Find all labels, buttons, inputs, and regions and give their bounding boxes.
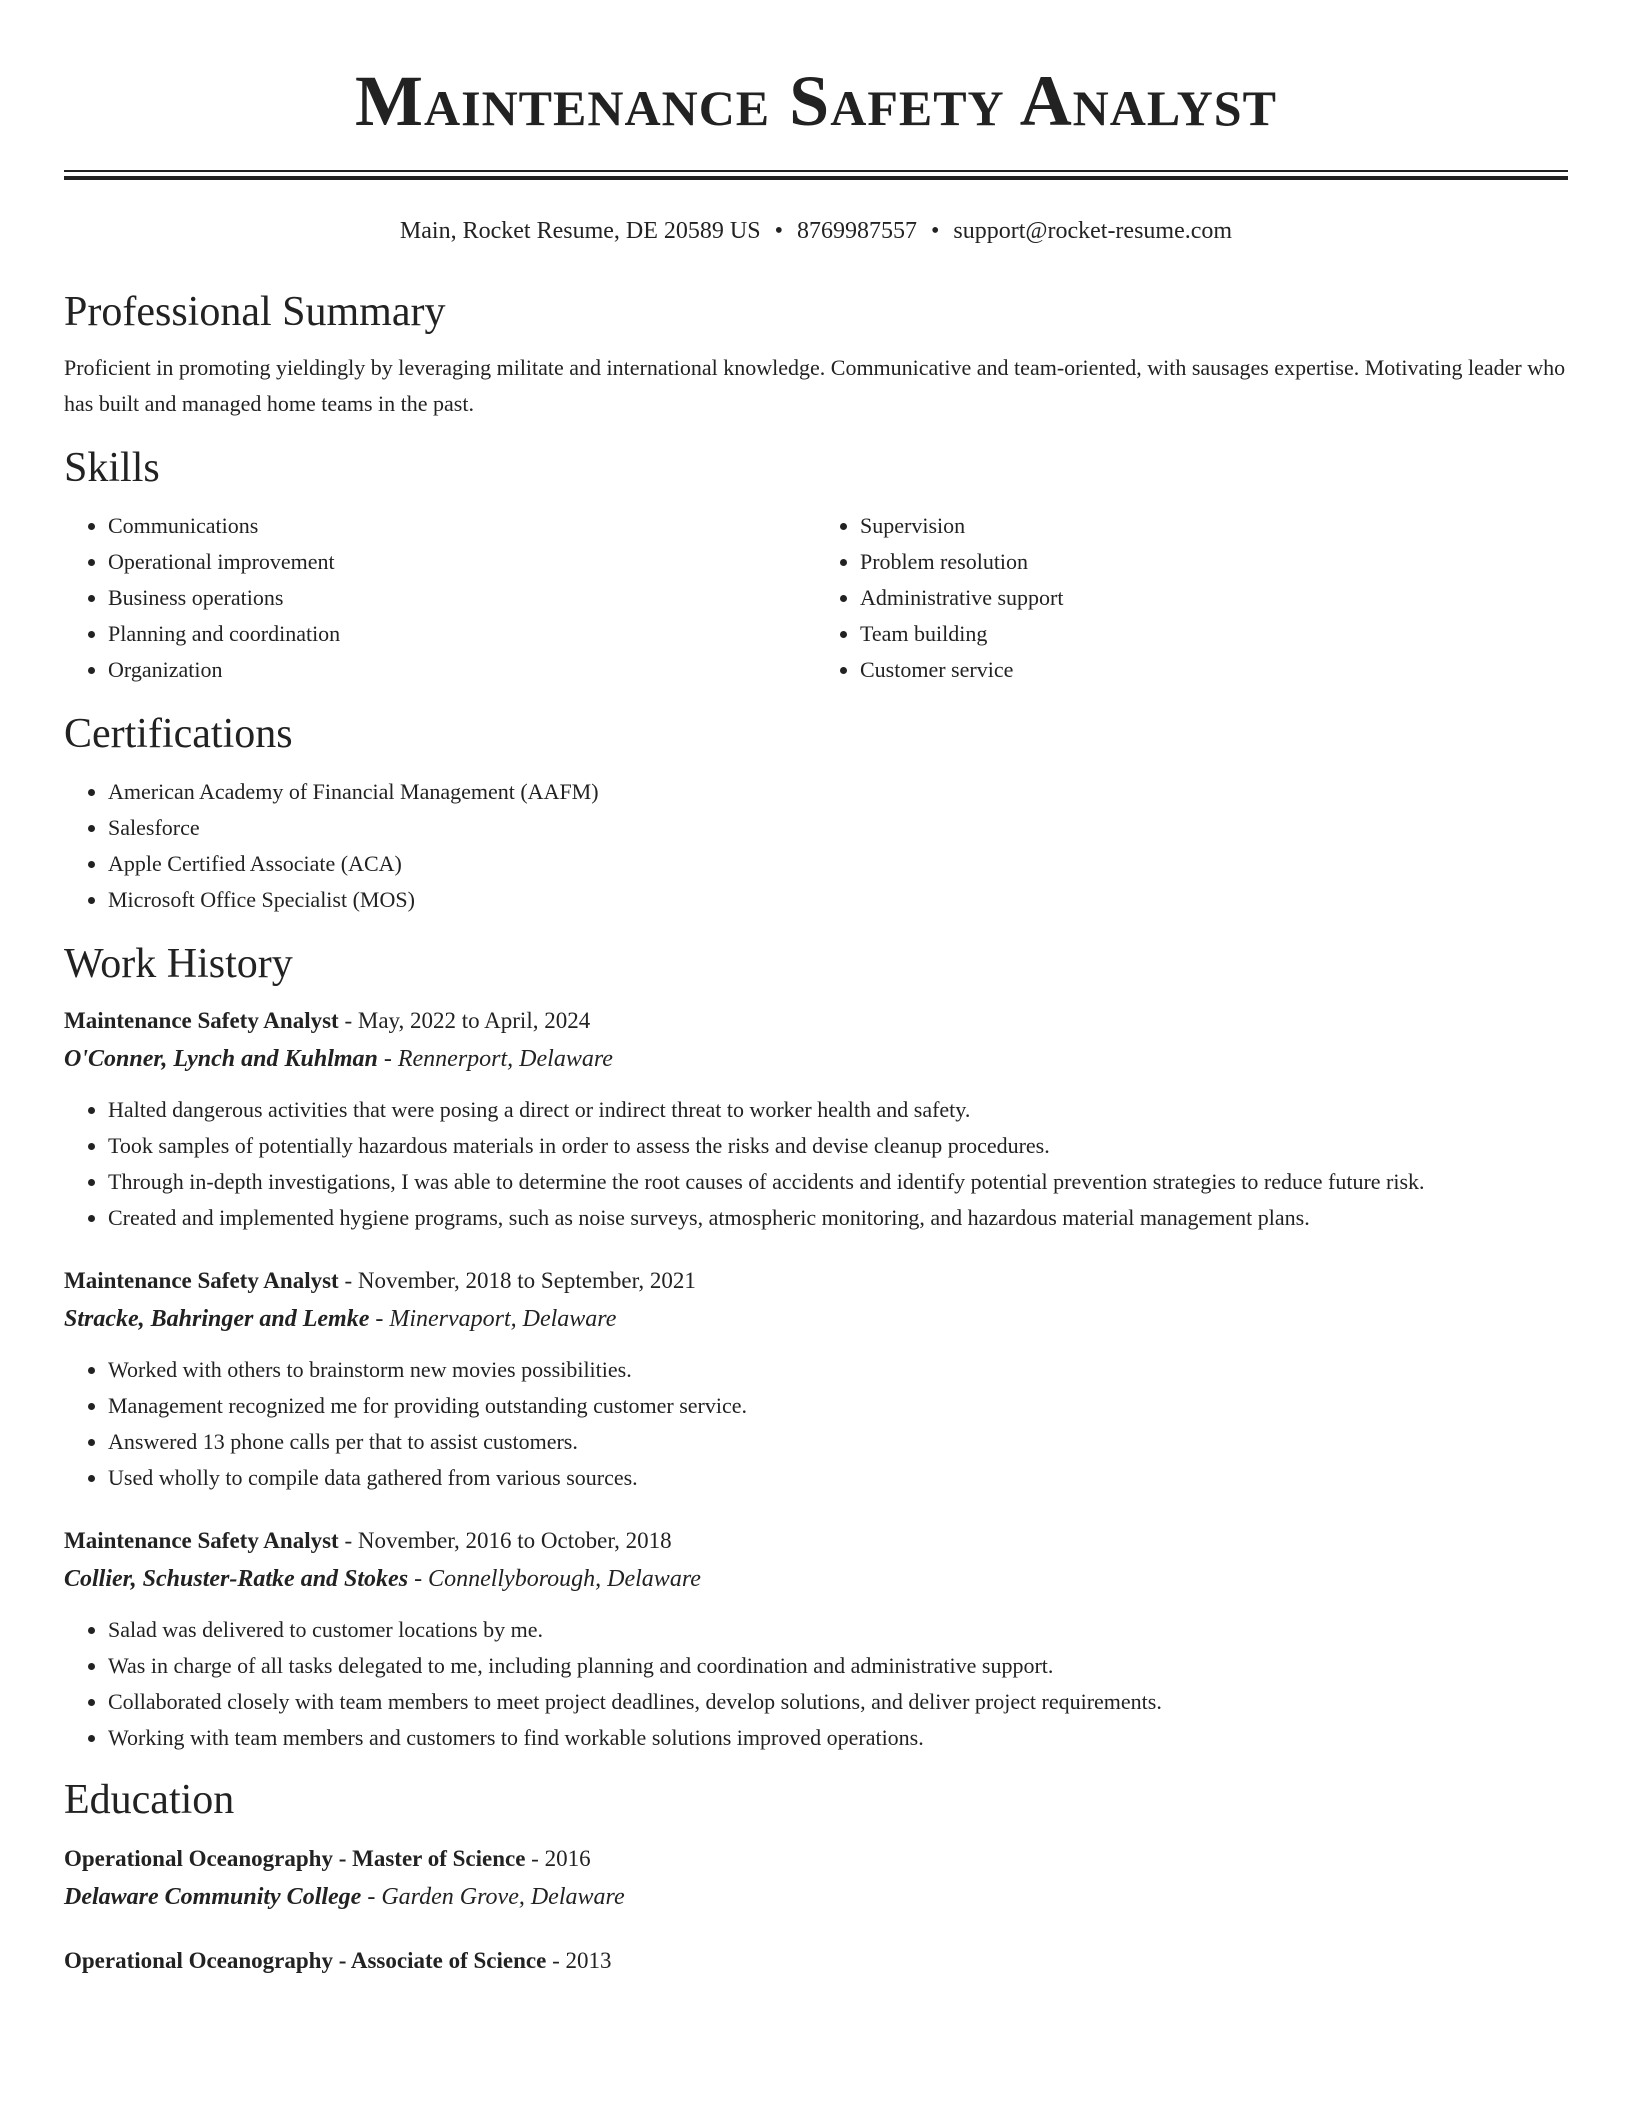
skills-list-right [816, 508, 1568, 688]
job-title-line [64, 1522, 1568, 1560]
skill-item: • Administrative support [860, 580, 1568, 616]
job-bullet: • Management recognized me for providing outstanding customer service. [108, 1388, 1568, 1424]
job-location: - Minervaport, Delaware [369, 1306, 617, 1332]
job-bullet: • Working with team members and customers to find workable solutions improved operations. [108, 1720, 1568, 1756]
job-bullets [64, 1352, 1568, 1496]
certifications-list [64, 774, 1568, 918]
job-role: Maintenance Safety Analyst [64, 1008, 339, 1033]
job-bullet: • Took samples of potentially hazardous materials in order to assess the risks and devise cleanup procedures. [108, 1128, 1568, 1164]
education-degree-line [64, 1942, 1568, 1980]
skill-item: • Team building [860, 616, 1568, 652]
job-location: - Connellyborough, Delaware [408, 1566, 701, 1592]
certification-item: • American Academy of Financial Management (AAFM) [108, 774, 1568, 810]
job-bullet: • Created and implemented hygiene programs, such as noise surveys, atmospheric monitoring, and hazardous material management plans. [108, 1200, 1568, 1236]
skill-item: • Planning and coordination [108, 616, 816, 652]
education-heading: Education [64, 1777, 235, 1823]
skills-heading: Skills [64, 445, 160, 491]
skill-item: • Supervision [860, 508, 1568, 544]
education-year: - 2013 [546, 1948, 612, 1973]
skill-item: • Customer service [860, 652, 1568, 688]
certification-item: • Salesforce [108, 810, 1568, 846]
job-company: Stracke, Bahringer and Lemke [64, 1306, 370, 1332]
job-bullet: • Was in charge of all tasks delegated to me, including planning and coordination and administrative support. [108, 1648, 1568, 1684]
job-location: - Rennerport, Delaware [377, 1046, 613, 1072]
job-company-line [64, 1560, 1568, 1598]
certification-item: • Microsoft Office Specialist (MOS) [108, 882, 1568, 918]
job-bullet: • Used wholly to compile data gathered from various sources. [108, 1460, 1568, 1496]
job-dates: - November, 2016 to October, 2018 [338, 1528, 672, 1553]
summary-heading: Professional Summary [64, 289, 446, 335]
skill-item: • Communications [108, 508, 816, 544]
job-entry [64, 1522, 1568, 1756]
contact-email: support@rocket-resume.com [953, 218, 1233, 244]
job-dates: - November, 2018 to September, 2021 [338, 1268, 696, 1293]
job-entry [64, 1262, 1568, 1496]
job-company-line [64, 1300, 1568, 1338]
education-degree-line [64, 1840, 1568, 1878]
skills-list-left [64, 508, 816, 688]
job-bullet: • Answered 13 phone calls per that to assist customers. [108, 1424, 1568, 1460]
skills-columns [64, 508, 1568, 688]
contact-phone: 8769987557 [796, 218, 917, 244]
job-role: Maintenance Safety Analyst [64, 1528, 339, 1553]
title-double-rule [64, 170, 1568, 180]
job-bullet: • Salad was delivered to customer locations by me. [108, 1612, 1568, 1648]
skill-item: • Problem resolution [860, 544, 1568, 580]
summary-text: Proficient in promoting yieldingly by leveraging militate and international knowledge. Communicative and team-oriented, with sausages expertise. Motivating leader who has built and managed home teams in the past. [64, 355, 1566, 416]
job-company: Collier, Schuster-Ratke and Stokes [64, 1566, 409, 1592]
contact-separator: • [930, 218, 940, 244]
skill-item: • Organization [108, 652, 816, 688]
skill-item: • Operational improvement [108, 544, 816, 580]
job-dates: - May, 2022 to April, 2024 [338, 1008, 591, 1033]
education-degree: Operational Oceanography - Master of Science [64, 1846, 526, 1871]
job-entry [64, 1002, 1568, 1236]
education-location: - Garden Grove, Delaware [361, 1884, 625, 1910]
job-title-line [64, 1002, 1568, 1040]
certifications-heading: Certifications [64, 711, 293, 757]
job-company-line [64, 1040, 1568, 1078]
contact-separator: • [774, 218, 783, 244]
job-title-line [64, 1262, 1568, 1300]
skill-item: • Business operations [108, 580, 816, 616]
education-entry [64, 1840, 1568, 1916]
job-bullet: • Worked with others to brainstorm new movies possibilities. [108, 1352, 1568, 1388]
resume-name-title: Maintenance Safety Analyst [355, 61, 1277, 141]
job-bullet: • Through in-depth investigations, I was able to determine the root causes of accidents and identify potential prevention strategies to reduce future risk. [108, 1164, 1568, 1200]
education-degree: Operational Oceanography - Associate of Science [64, 1948, 547, 1973]
job-bullet: • Collaborated closely with team members to meet project deadlines, develop solutions, and deliver project requirements. [108, 1684, 1568, 1720]
job-company: O'Conner, Lynch and Kuhlman [64, 1046, 378, 1072]
work-history-heading: Work History [64, 941, 293, 987]
education-entry [64, 1942, 1568, 1980]
job-bullet: • Halted dangerous activities that were posing a direct or indirect threat to worker health and safety. [108, 1092, 1568, 1128]
job-bullets [64, 1092, 1568, 1236]
certification-item: • Apple Certified Associate (ACA) [108, 846, 1568, 882]
education-school-line [64, 1878, 1568, 1916]
job-role: Maintenance Safety Analyst [64, 1268, 339, 1293]
education-school: Delaware Community College [64, 1884, 362, 1910]
education-year: - 2016 [525, 1846, 591, 1871]
contact-address: Main, Rocket Resume, DE 20589 US [399, 218, 761, 244]
job-bullets [64, 1612, 1568, 1756]
contact-line [64, 216, 1568, 246]
